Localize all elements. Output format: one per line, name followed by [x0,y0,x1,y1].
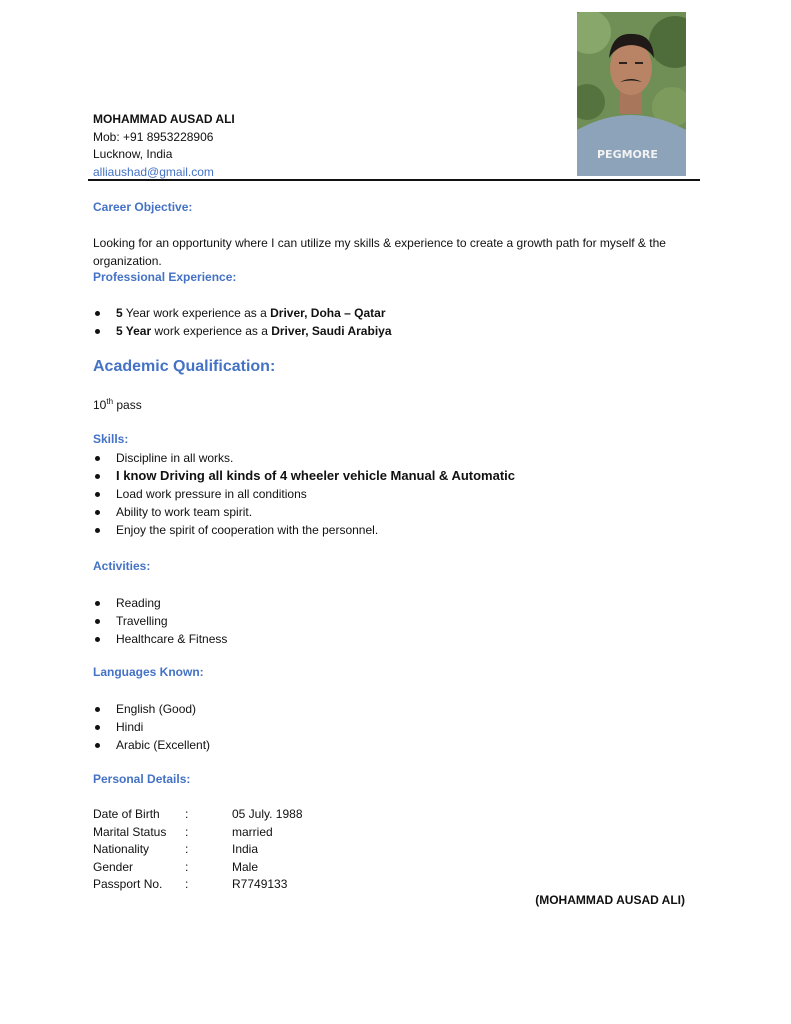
detail-value: Male [232,859,259,874]
signature-name: (MOHAMMAD AUSAD ALI) [535,893,685,907]
academic-level: 10 [93,398,107,412]
table-row [93,859,303,877]
languages-heading: Languages Known: [93,665,204,679]
svg-text:PEGMORE: PEGMORE [597,148,658,161]
skills-list [93,449,515,539]
experience-years: 5 Year [116,324,152,338]
detail-value: India [232,842,259,856]
detail-separator: : [185,807,189,821]
table-row [93,824,303,842]
career-objective-heading: Career Objective: [93,200,193,214]
list-item: I know Driving all kinds of 4 wheeler vehicle Manual & Automatic [93,467,515,485]
skills-heading: Skills: [93,432,129,446]
detail-separator: : [185,877,189,891]
table-row [93,806,303,824]
academic-qualification-text [93,396,142,414]
email-link[interactable]: alliaushad@gmail.com [93,164,214,179]
personal-details-heading: Personal Details: [93,772,191,786]
academic-level-tail: pass [113,398,142,412]
career-objective-text: Looking for an opportunity where I can utilize my skills & experience to create a growth path for myself & the organization. [93,236,666,268]
detail-label: Passport No. [93,877,163,891]
contact-header [93,111,235,181]
list-item: Reading [93,594,227,612]
personal-details-table [93,806,303,894]
detail-label: Marital Status [93,824,167,839]
detail-separator: : [185,842,189,856]
list-item: Travelling [93,612,227,630]
academic-qualification-heading: Academic Qualification: [93,358,276,375]
professional-experience-heading: Professional Experience: [93,270,237,284]
list-item: Arabic (Excellent) [93,736,210,754]
detail-separator: : [185,859,189,874]
experience-list [93,304,392,340]
header-divider [88,179,700,181]
table-row [93,876,303,894]
table-row [93,841,303,859]
mobile-number: Mob: +91 8953228906 [93,129,214,144]
list-item: Discipline in all works. [93,449,515,467]
experience-years: 5 [116,306,123,320]
activities-heading: Activities: [93,559,151,573]
list-item: English (Good) [93,700,210,718]
detail-label: Date of Birth [93,807,160,821]
detail-label: Gender [93,859,134,874]
detail-separator: : [185,824,189,839]
list-item: Enjoy the spirit of cooperation with the personnel. [93,521,515,539]
academic-level-suffix: th [106,397,114,406]
detail-value: 05 July. 1988 [232,807,303,821]
detail-value: R7749133 [232,877,288,891]
list-item: Hindi [93,718,210,736]
profile-photo [577,12,686,176]
candidate-name: MOHAMMAD AUSAD ALI [93,112,235,126]
list-item [93,304,392,322]
list-item [93,322,392,340]
list-item: Load work pressure in all conditions [93,485,515,503]
location: Lucknow, India [93,147,173,161]
list-item: Ability to work team spirit. [93,503,515,521]
experience-description: work experience as a [151,324,272,338]
languages-list [93,700,210,754]
detail-label: Nationality [93,842,150,856]
experience-role: Driver, Saudi Arabiya [271,324,392,338]
experience-description: Year work experience as a [122,306,271,320]
experience-role: Driver, Doha – Qatar [270,306,386,320]
activities-list [93,594,227,648]
list-item: Healthcare & Fitness [93,630,227,648]
detail-value: married [232,824,273,839]
